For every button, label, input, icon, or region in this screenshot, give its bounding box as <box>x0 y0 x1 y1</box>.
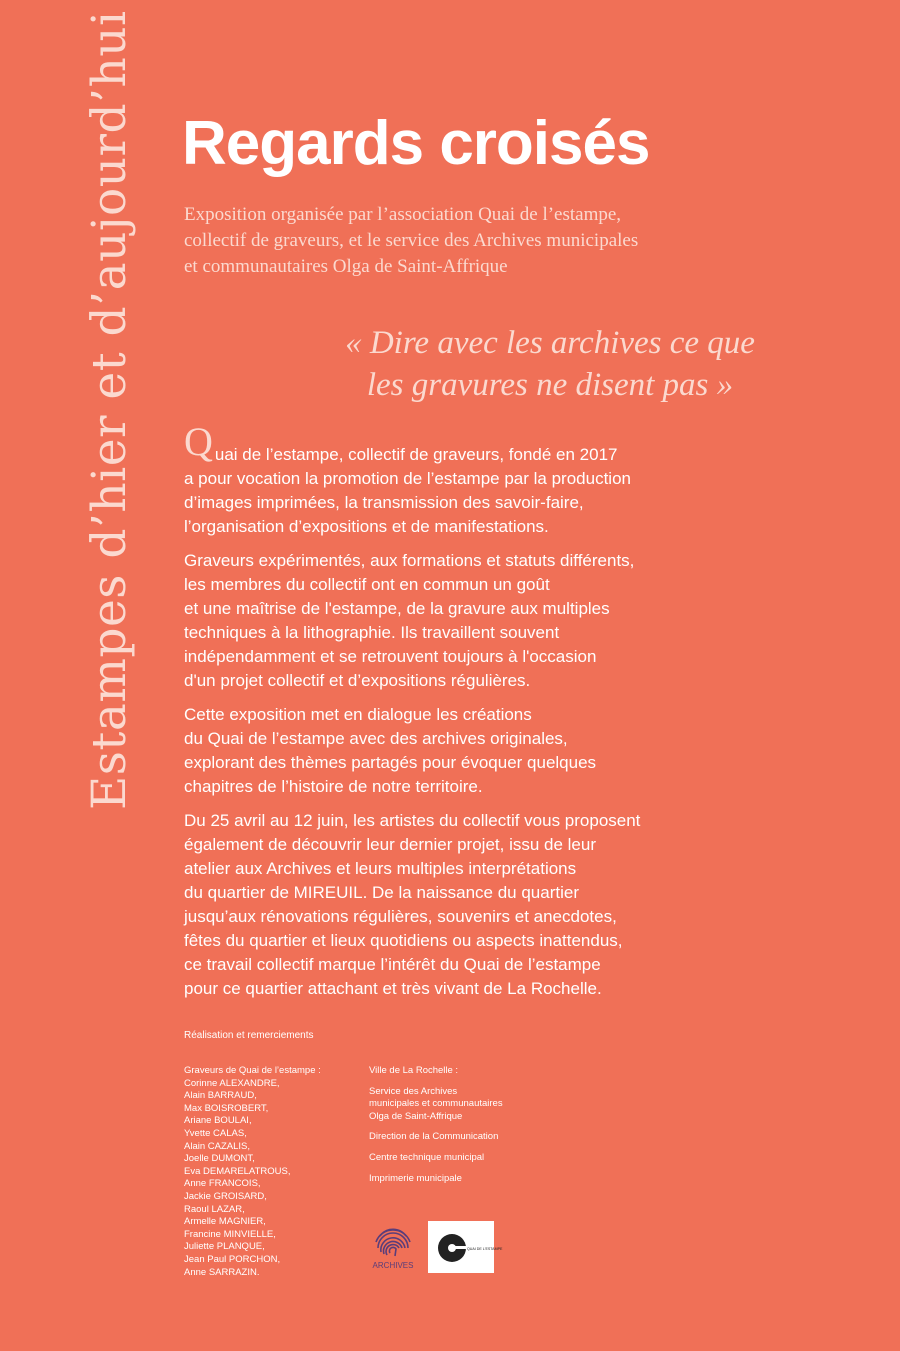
quote-line: « Dire avec les archives ce que <box>345 325 755 361</box>
credit-name: Jean Paul PORCHON, <box>184 1253 281 1265</box>
text-line: les membres du collectif ont en commun un goût <box>184 575 550 594</box>
text-line: fêtes du quartier et lieux quotidiens ou aspects inattendus, <box>184 931 623 950</box>
archives-logo <box>368 1220 418 1272</box>
text-line: uai de l’estampe, collectif de graveurs, fondé en 2017 <box>214 445 618 464</box>
credits-col-title: Ville de La Rochelle : <box>369 1065 459 1076</box>
page-title: Regards croisés <box>182 109 650 178</box>
credit-name: Alain BARRAUD, <box>184 1090 257 1102</box>
subtitle-line: collectif de graveurs, et le service des Archives municipales <box>184 230 639 251</box>
credit-name: Corinne ALEXANDRE, <box>184 1077 280 1089</box>
text-line: d’images imprimées, la transmission des savoir-faire, <box>184 493 584 512</box>
text-line: chapitres de l’histoire de notre territoire. <box>184 777 483 796</box>
text-line: Graveurs expérimentés, aux formations et statuts différents, <box>184 551 635 570</box>
credits-title: Réalisation et remerciements <box>184 1030 314 1041</box>
credit-line: Olga de Saint-Affrique <box>369 1110 463 1122</box>
credit-name: Anne FRANCOIS, <box>184 1178 261 1190</box>
drop-cap: Q <box>184 419 213 464</box>
credit-name: Jackie GROISARD, <box>184 1190 267 1202</box>
credit-name: Joelle DUMONT, <box>184 1153 255 1165</box>
quote-line: les gravures ne disent pas » <box>366 367 734 403</box>
credit-line: Service des Archives <box>369 1085 458 1097</box>
archives-logo-text: ARCHIVES <box>372 1261 414 1270</box>
quote <box>300 322 800 406</box>
vertical-title: Estampes d’hier et d’aujourd’hui <box>82 10 137 810</box>
credits-engravers <box>184 1065 321 1279</box>
text-line: explorant des thèmes partagés pour évoquer quelques <box>184 753 597 772</box>
credit-name: Armelle MAGNIER, <box>184 1216 266 1228</box>
credit-name: Ariane BOULAI, <box>184 1115 252 1127</box>
text-line: d'un projet collectif et d’expositions régulières. <box>184 671 531 690</box>
text-line: l’organisation d’expositions et de manifestations. <box>184 517 549 536</box>
quai-logo-text: QUAI DE L'ESTAMPE <box>467 1247 503 1251</box>
credits-city <box>369 1065 503 1185</box>
text-line: atelier aux Archives et leurs multiples interprétations <box>184 859 577 878</box>
text-line: ce travail collectif marque l’intérêt du Quai de l’estampe <box>184 955 601 974</box>
credit-name: Francine MINVIELLE, <box>184 1228 276 1240</box>
text-line: du quartier de MIREUIL. De la naissance du quartier <box>184 883 579 902</box>
credit-line: municipales et communautaires <box>369 1098 503 1110</box>
text-line: a pour vocation la promotion de l’estampe par la production <box>184 469 631 488</box>
text-line: pour ce quartier attachant et très vivant de La Rochelle. <box>184 979 602 998</box>
credit-name: Alain CAZALIS, <box>184 1140 250 1152</box>
credits-col-title: Graveurs de Quai de l’estampe : <box>184 1065 321 1076</box>
subtitle <box>184 202 744 280</box>
text-line: techniques à la lithographie. Ils travaillent souvent <box>184 623 560 642</box>
body-text <box>184 419 724 1011</box>
text-line: du Quai de l’estampe avec des archives originales, <box>184 729 568 748</box>
credit-name: Max BOISROBERT, <box>184 1102 269 1114</box>
credit-name: Eva DEMARELATROUS, <box>184 1165 291 1177</box>
text-line: Du 25 avril au 12 juin, les artistes du collectif vous proposent <box>184 811 641 830</box>
text-line: et une maîtrise de l'estampe, de la gravure aux multiples <box>184 599 610 618</box>
text-line: également de découvrir leur dernier projet, issu de leur <box>184 835 597 854</box>
credit-name: Raoul LAZAR, <box>184 1203 245 1215</box>
credit-line: Centre technique municipal <box>369 1151 485 1163</box>
subtitle-line: Exposition organisée par l’association Quai de l’estampe, <box>184 204 622 225</box>
quai-estampe-logo <box>428 1221 503 1273</box>
text-line: indépendamment et se retrouvent toujours à l'occasion <box>184 647 597 666</box>
text-line: Cette exposition met en dialogue les créations <box>184 705 532 724</box>
subtitle-line: et communautaires Olga de Saint-Affrique <box>184 256 508 277</box>
text-line: jusqu’aux rénovations régulières, souvenirs et anecdotes, <box>184 907 617 926</box>
credit-name: Juliette PLANQUE, <box>184 1241 265 1253</box>
credit-line: Direction de la Communication <box>369 1131 499 1143</box>
credit-line: Imprimerie municipale <box>369 1172 462 1184</box>
credit-name: Yvette CALAS, <box>184 1127 247 1139</box>
credit-name: Anne SARRAZIN. <box>184 1266 260 1278</box>
